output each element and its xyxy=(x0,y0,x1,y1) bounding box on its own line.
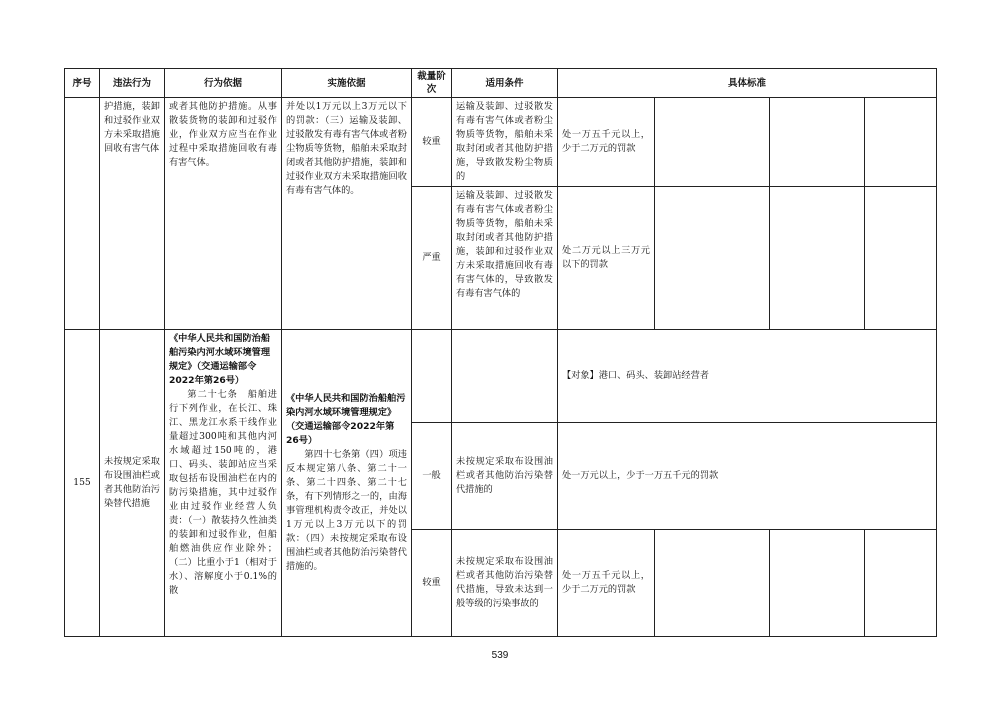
prev-seq-cell xyxy=(65,98,100,330)
table-header-row xyxy=(65,69,937,98)
tier-cell: 较重 xyxy=(412,98,452,187)
basis-cell xyxy=(165,330,282,637)
empty-cell xyxy=(865,187,937,330)
empty-cell xyxy=(865,530,937,637)
tier-cell: 较重 xyxy=(412,530,452,637)
empty-cell xyxy=(655,98,770,187)
header-standard: 具体标准 xyxy=(558,69,937,98)
violation-cell: 未按规定采取布设围油栏或者其他防治污染替代措施 xyxy=(100,330,165,637)
condition-cell: 运输及装卸、过驳散发有毒有害气体或者粉尘物质等货物，船舶未采取封闭或者其他防护措施，装卸和过驳作业双方未采取措施回收有毒有害气体的，导致散发有毒有害气体的 xyxy=(452,187,558,330)
empty-cell xyxy=(655,187,770,330)
prev-impl-basis-cell: 并处以1万元以上3万元以下的罚款：（三）运输及装卸、过驳散发有毒有害气体或者粉尘物质等货物，船舶未采取封闭或者其他防护措施，装卸和过驳作业双方未采取措施回收有毒有害气体的。 xyxy=(282,98,412,330)
impl-basis-text: 第四十七条第（四）项违反本规定第八条、第二十一条、第二十四条、第二十七条，有下列情形之一的，由海事管理机构责令改正，并处以1万元以上3万元以下的罚款：（四）未按规定采取布设围油栏或者其他防治污染替代措施的。 xyxy=(286,449,407,572)
empty-cell xyxy=(865,98,937,187)
empty-cell xyxy=(655,530,770,637)
object-cell: 【对象】港口、码头、装卸站经营者 xyxy=(558,330,937,423)
standard-cell: 处一万元以上，少于一万五千元的罚款 xyxy=(558,423,937,530)
seq-cell: 155 xyxy=(65,330,100,637)
standard-cell: 处一万五千元以上，少于二万元的罚款 xyxy=(558,98,655,187)
impl-basis-title: 《中华人民共和国防治船舶污染内河水域环境管理规定》（交通运输部令2022年第26号） xyxy=(286,393,406,446)
empty-cell xyxy=(770,530,865,637)
basis-text: 第二十七条 船舶进行下列作业，在长江、珠江、黑龙江水系干线作业量超过300吨和其他内河水域超过150吨的，港口、码头、装卸站应当采取包括布设围油栏在内的防污染措施，其中过驳作业由过驳作业经营人负责：（一）散装持久性油类的装卸和过驳作业，但船舶燃油供应作业除外；（二）比重小于1（相对于水）、溶解度小于0.1%的散 xyxy=(169,389,277,596)
penalty-standard-table xyxy=(64,68,937,637)
header-tier: 裁量阶次 xyxy=(412,69,452,98)
header-condition: 适用条件 xyxy=(452,69,558,98)
empty-cell xyxy=(770,187,865,330)
condition-cell: 运输及装卸、过驳散发有毒有害气体或者粉尘物质等货物，船舶未采取封闭或者其他防护措施，导致散发粉尘物质的 xyxy=(452,98,558,187)
header-impl-basis: 实施依据 xyxy=(282,69,412,98)
page-number: 539 xyxy=(491,650,509,661)
standard-cell: 处二万元以上三万元以下的罚款 xyxy=(558,187,655,330)
tier-cell: 一般 xyxy=(412,423,452,530)
header-violation: 违法行为 xyxy=(100,69,165,98)
table-row xyxy=(65,98,937,187)
empty-cell xyxy=(452,330,558,423)
basis-title: 《中华人民共和国防治船舶污染内河水域环境管理规定》（交通运输部令2022年第26号） xyxy=(169,333,271,386)
condition-cell: 未按规定采取布设围油栏或者其他防治污染替代措施的 xyxy=(452,423,558,530)
empty-cell xyxy=(412,330,452,423)
prev-violation-cell: 护措施，装卸和过驳作业双方未采取措施回收有害气体 xyxy=(100,98,165,330)
standard-cell: 处一万五千元以上，少于二万元的罚款 xyxy=(558,530,655,637)
tier-cell: 严重 xyxy=(412,187,452,330)
header-basis: 行为依据 xyxy=(165,69,282,98)
impl-basis-cell xyxy=(282,330,412,637)
table-row xyxy=(65,330,937,423)
condition-cell: 未按规定采取布设围油栏或者其他防治污染替代措施，导致未达到一般等级的污染事故的 xyxy=(452,530,558,637)
prev-basis-cell: 或者其他防护措施。从事散装货物的装卸和过驳作业，作业双方应当在作业过程中采取措施回收有毒有害气体。 xyxy=(165,98,282,330)
header-seq: 序号 xyxy=(65,69,100,98)
empty-cell xyxy=(770,98,865,187)
